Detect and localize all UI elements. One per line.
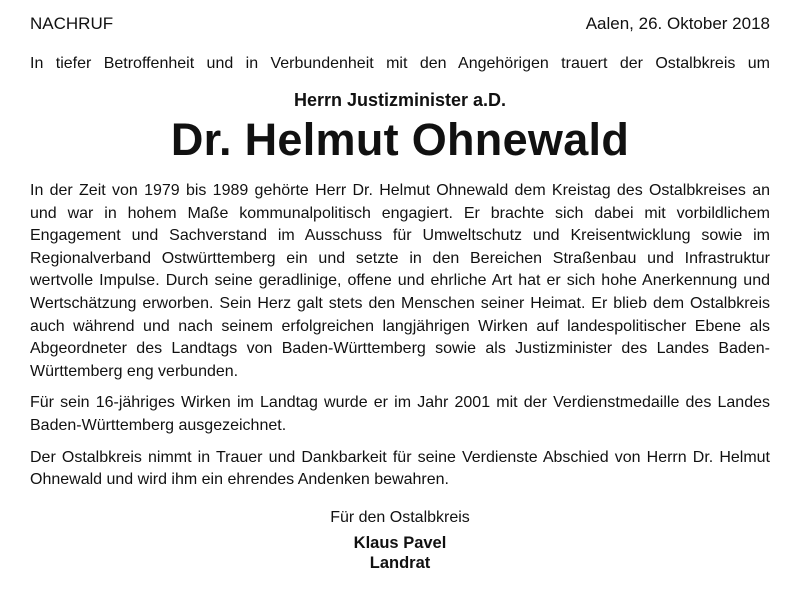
place-date: Aalen, 26. Oktober 2018 — [585, 14, 770, 33]
signature-on-behalf: Für den Ostalbkreis — [330, 508, 470, 526]
intro-text: In tiefer Betroffenheit und in Verbundenheit mit den Angehörigen trauert der Ostalbkreis um — [30, 55, 770, 72]
award-paragraph: Für sein 16-jähriges Wirken im Landtag wurde er im Jahr 2001 mit der Verdienstmedaille des Landes Baden-Württemberg ausgezeichnet. — [30, 394, 770, 434]
notice-label: NACHRUF — [30, 14, 114, 33]
honorific-title: Herrn Justizminister a.D. — [293, 90, 507, 110]
biography-paragraph: In der Zeit von 1979 bis 1989 gehörte Herr Dr. Helmut Ohnewald dem Kreistag des Ostalbkreises an und war in hohem Maße kommunalpolitisch engagiert. Er brachte sich dabei mit vorbildlichem Engagement und Sachverstand im Ausschuss für Umweltschutz und Kreisentwicklung sowie im Regionalverband Ostwürttemberg ein und setzte in den Bereichen Straßenbau und Infrastruktur wertvolle Impulse. Durch seine geradlinige, offene und ehrliche Art hat er sich hohe Anerkennung und Wertschätzung erworben. Sein Herz galt stets den Menschen seiner Heimat. Er blieb dem Ostalbkreis auch während und nach seinem erfolgreichen langjährigen Wirken auf landespolitischer Ebene als Abgeordneter des Landtags von Baden-Württemberg sowie als Justizminister des Landes Baden-Württemberg eng verbunden. — [30, 182, 770, 380]
deceased-name: Dr. Helmut Ohnewald — [170, 114, 630, 165]
signature-name: Klaus Pavel — [353, 533, 447, 552]
signature-title: Landrat — [369, 553, 431, 572]
header-row — [30, 12, 770, 36]
obituary-notice — [30, 0, 770, 592]
farewell-paragraph: Der Ostalbkreis nimmt in Trauer und Dankbarkeit für seine Verdienste Abschied von Herrn Dr. Helmut Ohnewald und wird ihm ein ehrendes Andenken bewahren. — [30, 448, 770, 489]
